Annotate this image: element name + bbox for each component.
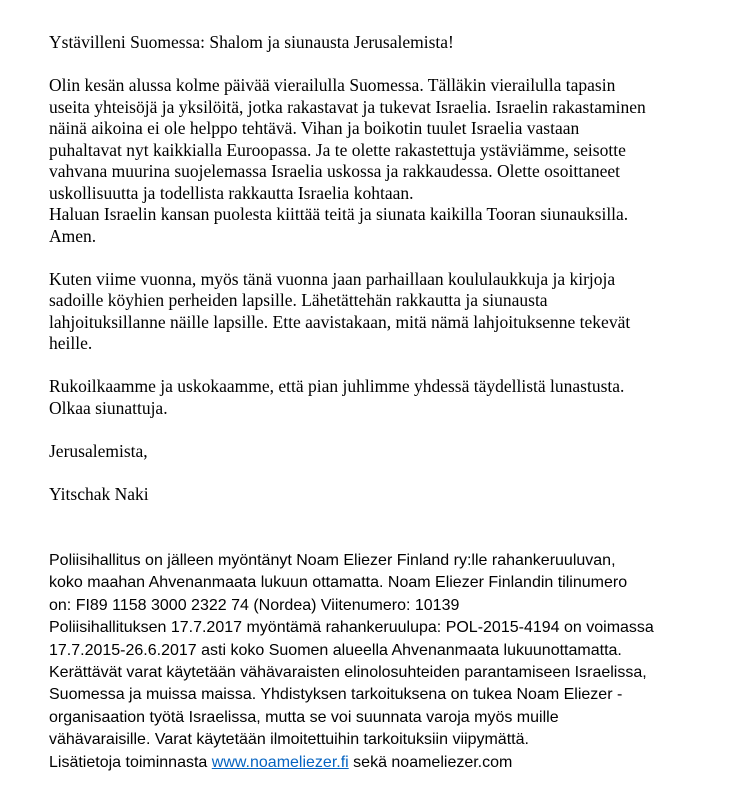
letter-line: Rukoilkaamme ja uskokaamme, että pian juhlimme yhdessä täydellistä lunastusta. xyxy=(49,376,625,396)
letter-line: useita yhteisöjä ja yksilöitä, jotka rakastavat ja tukevat Israelia. Israelin rakastaminen xyxy=(49,96,646,117)
letter-line: sadoille köyhien perheiden lapsille. Lähetättehän rakkautta ja siunausta xyxy=(49,290,548,310)
notice-line: vähävaraisille. Varat käytetään ilmoitettuihin tarkoituksiin viipymättä. xyxy=(49,731,529,749)
notice-line: 17.7.2015-26.6.2017 asti koko Suomen alueella Ahvenanmaata lukuunottamatta. xyxy=(49,641,622,659)
letter-line: Olkaa siunattuja. xyxy=(49,397,168,418)
notice-line: koko maahan Ahvenanmaata lukuun ottamatta. Noam Eliezer Finlandin tilinumero xyxy=(49,574,628,592)
notice-line: Kerättävät varat käytetään vähävaraisten elinolosuhteiden parantamiseen Israelissa, xyxy=(49,664,647,682)
notice-line: Poliisihallituksen 17.7.2017 myöntämä rahankeruulupa: POL-2015-4194 on voimassa xyxy=(49,619,654,637)
letter-line: heille. xyxy=(49,333,93,353)
notice-line: on: FI89 1158 3000 2322 74 (Nordea) Viitenumero: 10139 xyxy=(49,596,460,614)
notice-info-line xyxy=(49,752,729,774)
website-link[interactable]: www.noameliezer.fi xyxy=(211,753,349,771)
letter-line: lahjoituksillanne näille lapsille. Ette aavistakaan, mitä nämä lahjoituksenne tekevät xyxy=(49,311,631,332)
letter-line: Olin kesän alussa kolme päivää vierailulla Suomessa. Tälläkin vierailulla tapasin xyxy=(49,75,616,95)
letter-line: Kuten viime vuonna, myös tänä vuonna jaan parhaillaan koululaukkuja ja kirjoja xyxy=(49,268,616,289)
letter-line: Haluan Israelin kansan puolesta kiittää teitä ja siunata kaikilla Tooran siunauksilla. xyxy=(49,204,629,224)
info-prefix: Lisätietoja toiminnasta xyxy=(49,753,212,771)
letter-line: vahvana muurina suojelemassa Israelia uskossa ja rakkaudessa. Olette osoittaneet xyxy=(49,161,620,181)
letter-line: Amen. xyxy=(49,225,97,246)
fundraising-notice xyxy=(49,550,729,774)
letter-closing: Jerusalemista, xyxy=(49,440,148,461)
letter-line: uskollisuutta ja todellista rakkautta Israelia kohtaan. xyxy=(49,182,414,203)
letter-body xyxy=(49,32,719,527)
letter-line: näinä aikoina ei ole helppo tehtävä. Vihan ja boikotin tuulet Israelia vastaan xyxy=(49,118,580,138)
letter-greeting: Ystävilleni Suomessa: Shalom ja siunausta Jerusalemista! xyxy=(49,32,454,52)
notice-line: Suomessa ja muissa maissa. Yhdistyksen tarkoituksena on tukea Noam Eliezer - xyxy=(49,686,623,704)
letter-paragraph-2 xyxy=(49,269,719,355)
letter-signature: Yitschak Naki xyxy=(49,483,149,504)
letter-line: puhaltavat nyt kaikkialla Euroopassa. Ja te olette rakastettuja ystäviämme, seisotte xyxy=(49,139,626,160)
info-suffix: sekä noameliezer.com xyxy=(348,753,513,771)
notice-line: Poliisihallitus on jälleen myöntänyt Noam Eliezer Finland ry:lle rahankeruuluvan, xyxy=(49,552,616,569)
letter-paragraph-1 xyxy=(49,75,719,247)
notice-line: organisaation työtä Israelissa, mutta se voi suunnata varoja myös muille xyxy=(49,708,559,726)
letter-paragraph-3 xyxy=(49,376,719,419)
